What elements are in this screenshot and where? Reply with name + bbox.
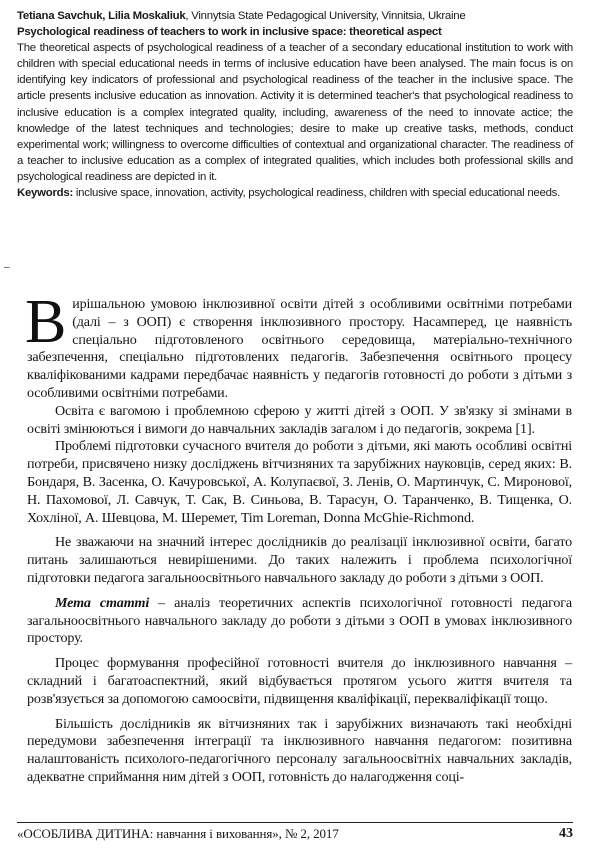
article-paragraph-1 <box>25 288 572 403</box>
keywords-label: Keywords: <box>17 187 73 200</box>
author-names: Tetiana Savchuk, Lilia Moskaliuk <box>17 10 186 22</box>
article-paragraph-2: Освіта є вагомою і проблемною сферою у житті дітей з ООП. У зв'язку зі змінами в освіті змінюються і вимоги до навчальних закладів загалом і до педагогів, зокрема [1]. <box>27 402 572 437</box>
article-body <box>25 288 573 787</box>
page-footer <box>17 822 573 842</box>
abstract-authors <box>17 8 573 24</box>
english-abstract <box>17 8 573 201</box>
page-number: 43 <box>559 826 573 841</box>
article-paragraph-3: Проблемі підготовки сучасного вчителя до роботи з дітьми, які мають особливі освітні потреби, присвячено низку досліджень вітчизняних та зарубіжних науковців, серед яких: В. Бондаря, В. Засенка, О. Качуровської, А. Колупаєвої, З. Ленів, О. Мартинчук, С. Миронової, Н. Пахомової, Л. Савчук, Т. Сак, В. Синьова, В. Тарасун, О. Таранченко, В. Тищенка, О. Хохліної, А. Шевцова, М. Шеремет, Tim Loreman, Donna McGhie-Richmond. <box>27 438 572 526</box>
abstract-keywords <box>17 185 573 201</box>
paragraph-1-text: ирішальною умовою інклюзивної освіти дітей з особливими освітніми потребами (далі – з ООП) є створення інклюзивного простору. Насамперед, це наявність спеціально підготовленого освітнього середовища, матеріально-технічного забезпечення, спеціально підготовлених педагогів. Забезпечення освітнього процесу кваліфікованими кадрами передбачає наявність у педагогів готовності до роботи з дітьми з особливими освітніми потребами. <box>27 296 572 401</box>
journal-title: «ОСОБЛИВА ДИТИНА: навчання і виховання», № 2, 2017 <box>17 826 339 841</box>
article-aim-text: – аналіз теоретичних аспектів психологічної готовності педагога загальноосвітнього навчального закладу до роботи з дітьми з ООП в умовах інклюзивного простору. <box>27 594 573 647</box>
article-paragraph-7: Більшість дослідників як вітчизняних так і зарубіжних визначають такі необхідні передумови забезпечення інтеграції та інклюзивного навчання педагогом: позитивна налаштованість психолого-педагогічного персоналу загальноосвітніх навчальних закладів, адекватне сприймання ним дітей з ООП, готовність до налагодження соці- <box>27 715 572 785</box>
abstract-text: The theoretical aspects of psychological readiness of a teacher of a secondary educational institution to work with children with special educational needs in terms of inclusive education have been analysed. The main focus is on identifying key indicators of professional and psychological readiness of the teacher in the inclusive space. The article presents inclusive education as innovation. Activity it is determined teacher's that psychological readiness to inclusive education is a complex integrated quality, including, awareness of the need to innovate actice; the knowledge of the latest techniques and technologies; desire to make up creative tasks, methods, conduct experimental work; willingness to overcome difficulties of contextual and organizational character. The readiness of a teacher to inclusive education as a complex of integrated qualities, which includes both professional skills and psychological readiness are depicted in it. <box>17 42 573 183</box>
margin-dash: – <box>4 262 10 273</box>
article-aim-label: Мета статті <box>55 594 150 611</box>
article-paragraph-4: Не зважаючи на значний інтерес дослідників до реалізації інклюзивної освіти, багато питань залишаються невирішеними. До таких належить і проблема психологічної підготовки педагога загальноосвітнього навчального закладу до роботи з дітьми з ООП. <box>27 534 572 586</box>
drop-cap: В <box>25 288 67 356</box>
keywords-list: inclusive space, innovation, activity, psychological readiness, children with special educational needs. <box>72 187 561 200</box>
article-paragraph-5 <box>27 595 572 648</box>
abstract-title: Psychological readiness of teachers to work in inclusive space: theoretical aspect <box>17 26 442 39</box>
author-affiliation: , Vinnytsia State Pedagogical University, Vinnitsia, Ukraine <box>185 10 466 22</box>
article-paragraph-6: Процес формування професійної готовності вчителя до інклюзивного навчання – складний і багатоаспектний, який відбувається протягом усього життя вчителя та розв'язується за допомогою самоосвіти, підвищення кваліфікації, перекваліфікації тощо. <box>27 655 572 707</box>
